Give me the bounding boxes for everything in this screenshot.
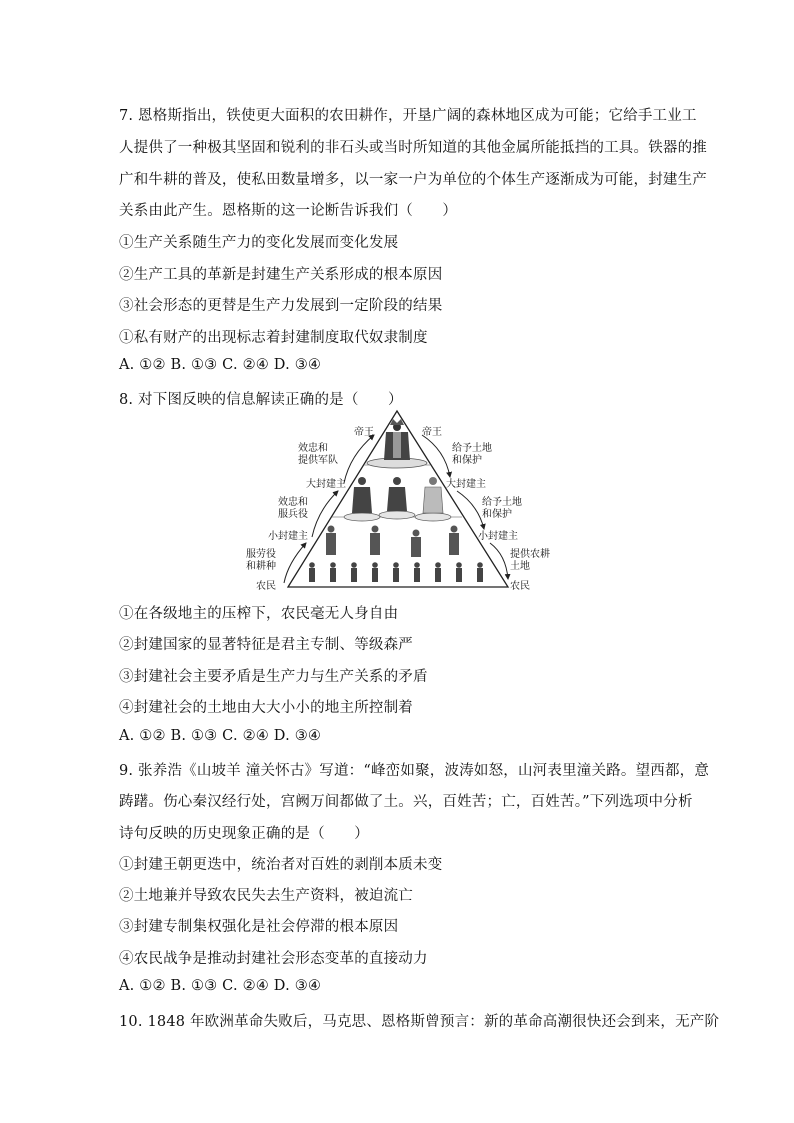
label-low-right: 小封建主 [478,531,518,542]
label-bottom-right: 农民 [510,581,530,592]
label-arrow-left-2b: 服兵役 [278,509,308,520]
q7-answer-choices: A. ①② B. ①③ C. ②④ D. ③④ [119,357,322,373]
q7-stem-line-4: 关系由此产生。恩格斯的这一论断告诉我们（ ） [119,203,458,219]
label-top-left: 帝王 [354,427,374,438]
q9-stem-line-3: 诗句反映的历史现象正确的是（ ） [119,826,369,842]
peasant-figures-icon [309,562,483,582]
q8-option-1: ①在各级地主的压榨下，农民毫无人身自由 [119,606,399,622]
q7-stem-line-3: 广和牛耕的普及，使私田数量增多，以一家一户为单位的个体生产逐渐成为可能，封建生产 [119,172,707,188]
label-arrow-right-1b: 和保护 [452,455,482,466]
label-bottom-left: 农民 [256,581,276,592]
q9-option-2: ②土地兼并导致农民失去生产资料，被迫流亡 [119,888,413,904]
label-arrow-left-1b: 提供军队 [298,455,338,466]
arrow-right-2 [457,491,484,529]
q10-stem-line-1: 10. 1848 年欧洲革命失败后，马克思、恩格斯曾预言：新的革命高潮很快还会到来，无产阶 [119,1014,720,1030]
q8-option-3: ③封建社会主要矛盾是生产力与生产关系的矛盾 [119,669,428,685]
label-arrow-left-1a: 效忠和 [298,443,328,454]
great-lord-figures-icon [344,477,451,521]
q8-stem: 8. 对下图反映的信息解读正确的是（ ） [119,392,403,408]
q9-stem-line-2: 踌躇。伤心秦汉经行处，宫阙万间都做了土。兴，百姓苦；亡，百姓苦。”下列选项中分析 [119,794,693,810]
q7-option-2: ②生产工具的革新是封建生产关系形成的根本原因 [119,267,443,283]
label-arrow-right-3b: 土地 [510,561,530,572]
q7-option-4: ①私有财产的出现标志着封建制度取代奴隶制度 [119,330,428,346]
q9-answer-choices: A. ①② B. ①③ C. ②④ D. ③④ [119,978,322,994]
label-arrow-right-2a: 给予土地 [482,497,522,508]
label-low-left: 小封建主 [268,531,308,542]
arrow-right-1 [422,435,450,477]
label-arrow-left-3b: 和耕种 [246,561,276,572]
label-top-right: 帝王 [422,427,442,438]
label-mid-left: 大封建主 [306,479,346,490]
q8-option-2: ②封建国家的显著特征是君主专制、等级森严 [119,637,413,653]
feudal-hierarchy-diagram [240,405,550,595]
q9-option-3: ③封建专制集权强化是社会停滞的根本原因 [119,919,399,935]
label-arrow-right-2b: 和保护 [482,509,512,520]
q9-stem-line-1: 9. 张养浩《山坡羊 潼关怀古》写道：“峰峦如聚，波涛如怒，山河表里潼关路。望西都，意 [119,763,710,779]
q8-answer-choices: A. ①② B. ①③ C. ②④ D. ③④ [119,728,322,744]
q7-option-3: ③社会形态的更替是生产力发展到一定阶段的结果 [119,298,443,314]
label-arrow-right-1a: 给予土地 [452,443,492,454]
label-arrow-right-3a: 提供农耕 [510,549,550,560]
label-mid-right: 大封建主 [446,479,486,490]
label-arrow-left-3a: 服劳役 [246,549,276,560]
q9-option-1: ①封建王朝更迭中，统治者对百姓的剥削本质未变 [119,857,443,873]
arrow-left-1 [344,435,374,483]
q7-option-1: ①生产关系随生产力的变化发展而变化发展 [119,235,399,251]
q7-stem-line-1: 7. 恩格斯指出，铁使更大面积的农田耕作，开垦广阔的森林地区成为可能；它给手工业工 [119,108,697,124]
q7-stem-line-2: 人提供了一种极其坚固和锐利的非石头或当时所知道的其他金属所能抵挡的工具。铁器的推 [119,140,707,156]
small-lord-figures-icon [326,526,459,558]
q8-option-4: ④封建社会的土地由大大小小的地主所控制着 [119,700,413,716]
label-arrow-left-2a: 效忠和 [278,497,308,508]
q9-option-4: ④农民战争是推动封建社会形态变革的直接动力 [119,951,428,967]
